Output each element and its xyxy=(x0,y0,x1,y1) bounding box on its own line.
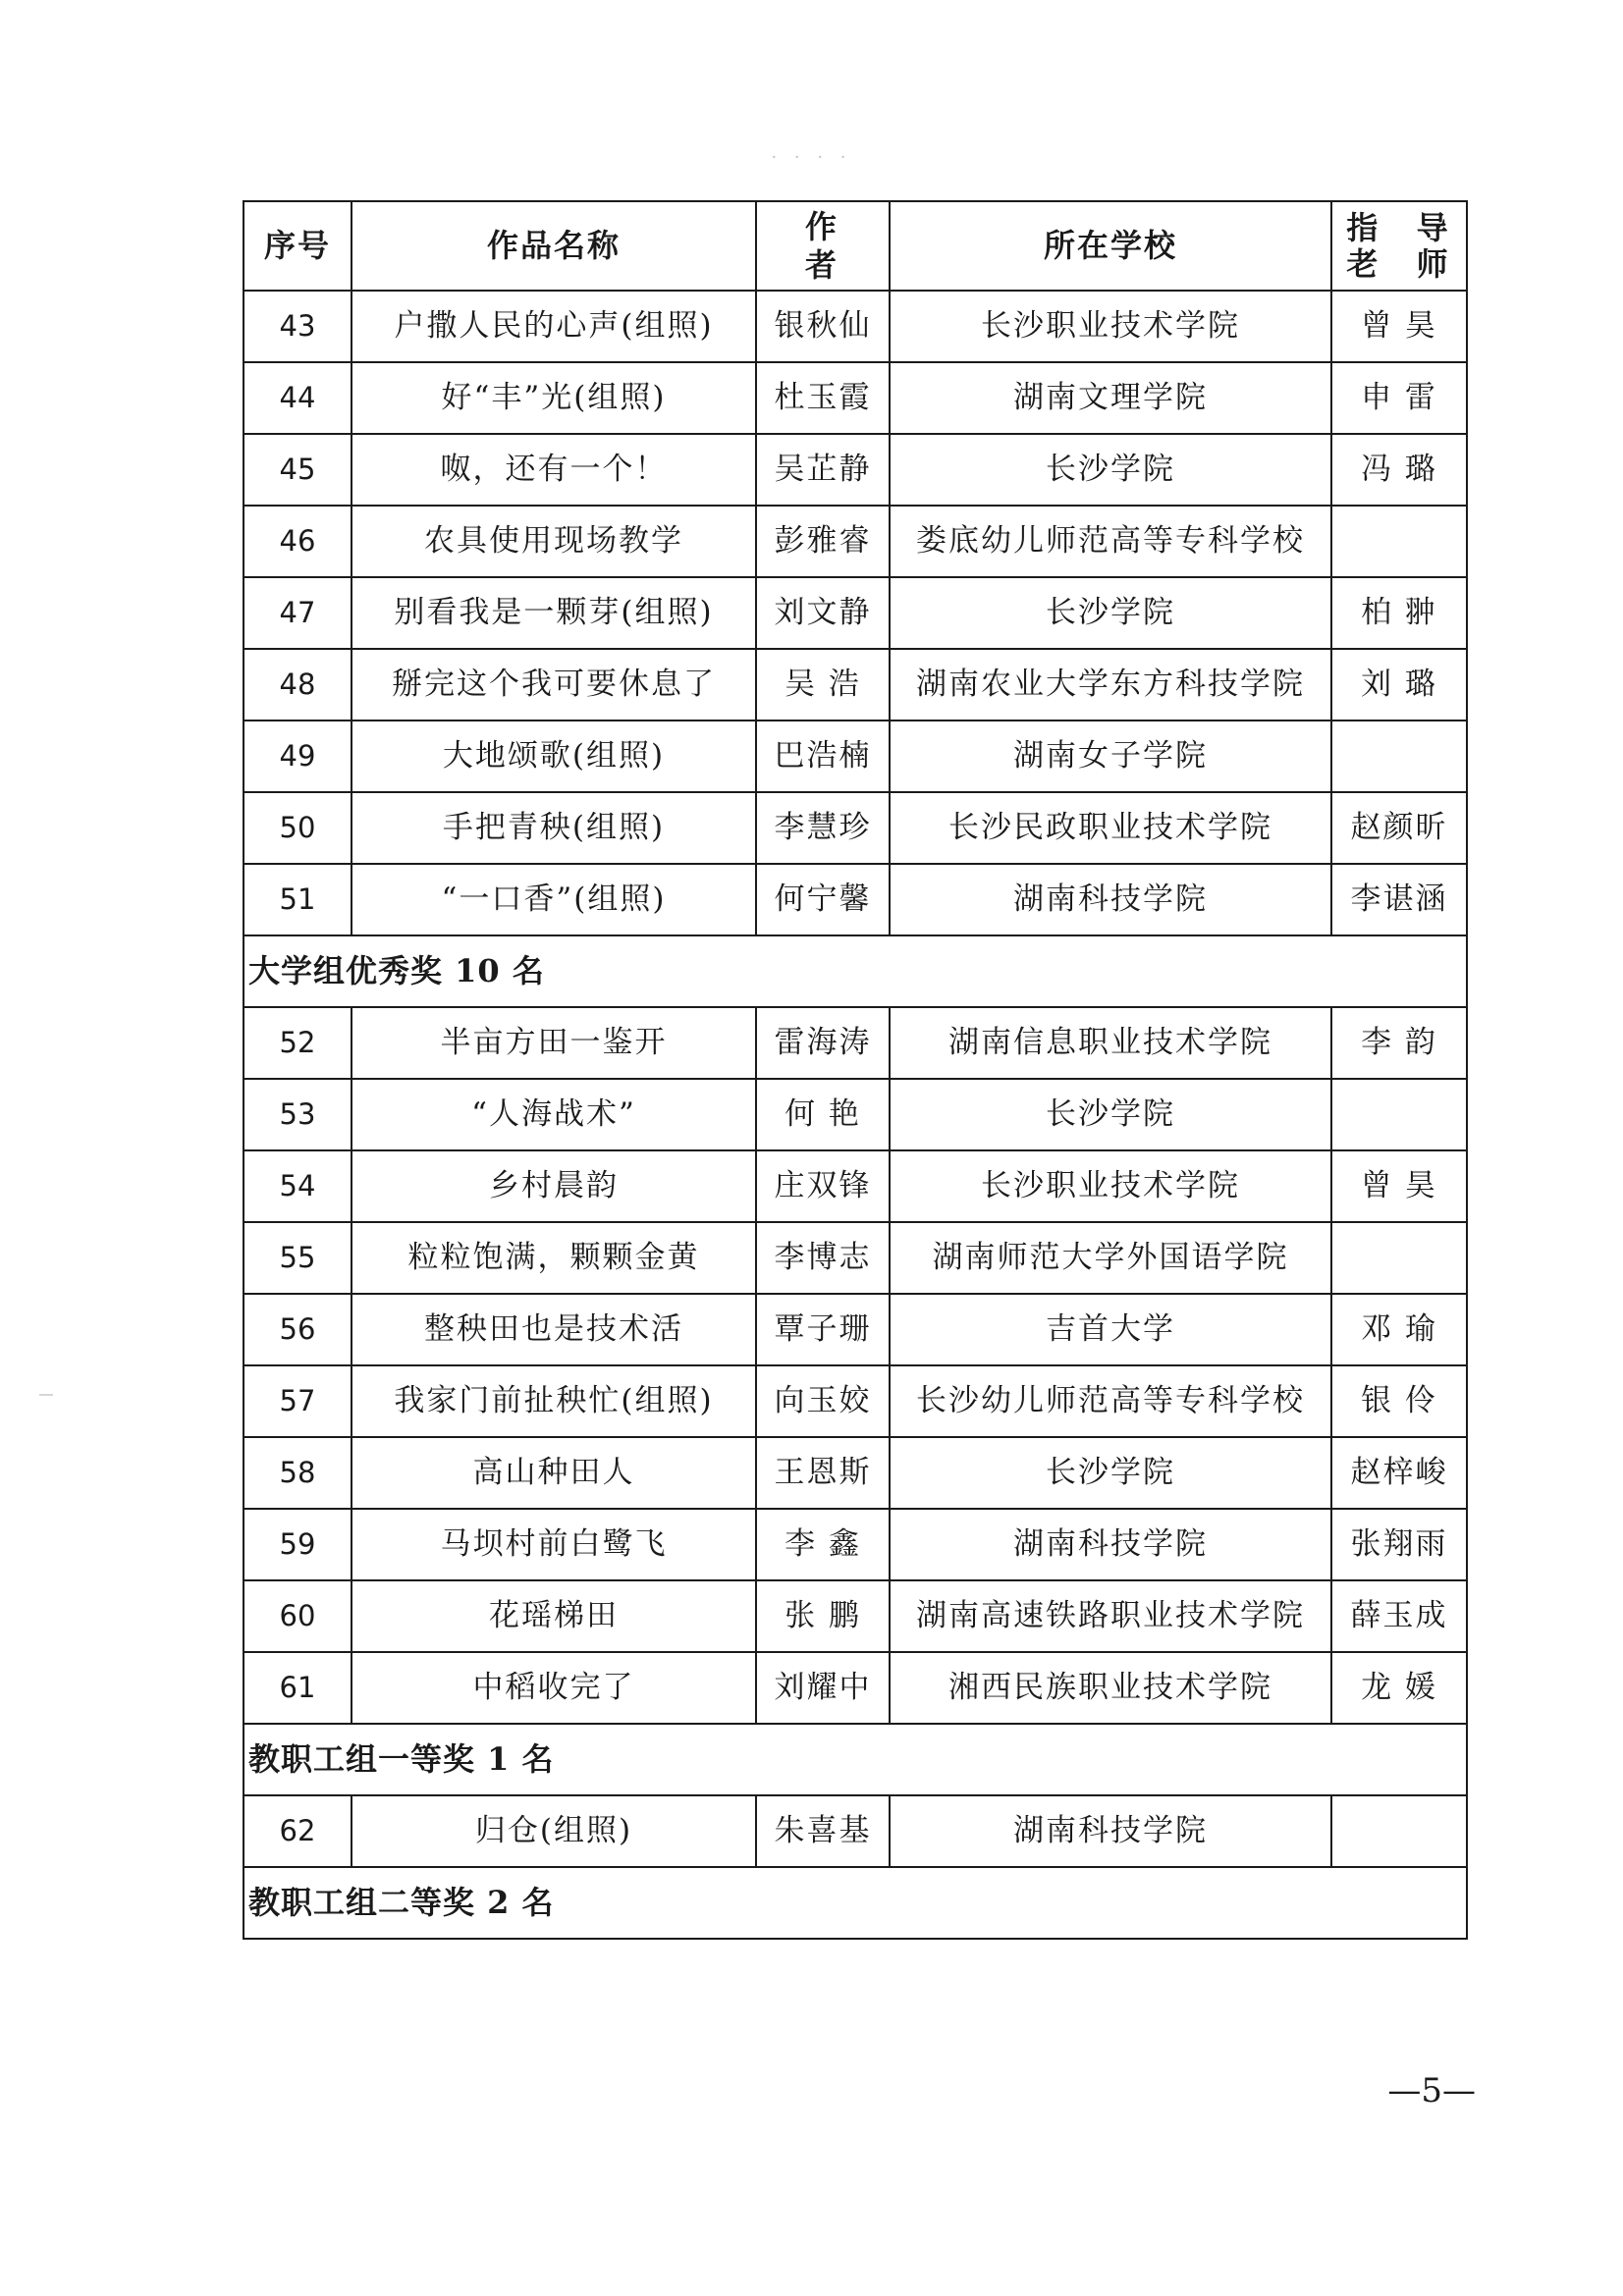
header-row xyxy=(243,201,1467,291)
cell-advisor: 龙 媛 xyxy=(1331,1652,1467,1724)
cell-advisor: 曾 昊 xyxy=(1331,291,1467,362)
cell-advisor: 申 雷 xyxy=(1331,362,1467,434)
cell-author: 何宁馨 xyxy=(756,864,890,935)
cell-number: 51 xyxy=(243,864,352,935)
cell-number: 62 xyxy=(243,1795,352,1867)
cell-number: 56 xyxy=(243,1294,352,1365)
cell-title: 整秧田也是技术活 xyxy=(352,1294,756,1365)
header-author: 作 者 xyxy=(756,201,890,291)
cell-author: 刘耀中 xyxy=(756,1652,890,1724)
cell-number: 60 xyxy=(243,1580,352,1652)
cell-author: 朱喜基 xyxy=(756,1795,890,1867)
cell-author: 银秋仙 xyxy=(756,291,890,362)
table-row xyxy=(243,1079,1467,1150)
cell-author: 杜玉霞 xyxy=(756,362,890,434)
cell-number: 46 xyxy=(243,506,352,577)
cell-advisor xyxy=(1331,721,1467,792)
cell-advisor: 薛玉成 xyxy=(1331,1580,1467,1652)
table-row xyxy=(243,1150,1467,1222)
table-row xyxy=(243,577,1467,649)
cell-title: 我家门前扯秧忙(组照) xyxy=(352,1365,756,1437)
header-number: 序号 xyxy=(243,201,352,291)
cell-advisor: 李谌涵 xyxy=(1331,864,1467,935)
cell-number: 55 xyxy=(243,1222,352,1294)
cell-school: 湖南科技学院 xyxy=(890,1795,1331,1867)
cell-number: 50 xyxy=(243,792,352,864)
cell-title: 半亩方田一鉴开 xyxy=(352,1007,756,1079)
cell-author: 李慧珍 xyxy=(756,792,890,864)
cell-number: 49 xyxy=(243,721,352,792)
table-row xyxy=(243,1222,1467,1294)
cell-advisor: 银 伶 xyxy=(1331,1365,1467,1437)
cell-school: 长沙幼儿师范高等专科学校 xyxy=(890,1365,1331,1437)
cell-school: 湖南科技学院 xyxy=(890,1509,1331,1580)
cell-title: 户撒人民的心声(组照) xyxy=(352,291,756,362)
cell-advisor xyxy=(1331,1795,1467,1867)
cell-school: 长沙学院 xyxy=(890,1079,1331,1150)
cell-number: 53 xyxy=(243,1079,352,1150)
cell-title: 手把青秧(组照) xyxy=(352,792,756,864)
section-heading: 教职工组二等奖 2 名 xyxy=(243,1867,1467,1939)
cell-number: 44 xyxy=(243,362,352,434)
awards-table xyxy=(243,200,1468,1940)
cell-number: 48 xyxy=(243,649,352,721)
cell-school: 长沙学院 xyxy=(890,1437,1331,1509)
cell-advisor xyxy=(1331,1079,1467,1150)
section-heading-row xyxy=(243,1724,1467,1795)
header-school: 所在学校 xyxy=(890,201,1331,291)
cell-number: 52 xyxy=(243,1007,352,1079)
cell-number: 57 xyxy=(243,1365,352,1437)
scan-mark xyxy=(39,1394,53,1396)
table-row xyxy=(243,291,1467,362)
cell-advisor: 柏 翀 xyxy=(1331,577,1467,649)
cell-school: 湖南农业大学东方科技学院 xyxy=(890,649,1331,721)
cell-title: 呶，还有一个！ xyxy=(352,434,756,506)
cell-number: 58 xyxy=(243,1437,352,1509)
section-heading: 教职工组一等奖 1 名 xyxy=(243,1724,1467,1795)
cell-advisor: 赵颜昕 xyxy=(1331,792,1467,864)
cell-title: “一口香”(组照) xyxy=(352,864,756,935)
table-row xyxy=(243,434,1467,506)
section-heading-row xyxy=(243,1867,1467,1939)
cell-title: 马坝村前白鹭飞 xyxy=(352,1509,756,1580)
cell-school: 长沙学院 xyxy=(890,577,1331,649)
cell-advisor: 邓 瑜 xyxy=(1331,1294,1467,1365)
cell-advisor: 张翔雨 xyxy=(1331,1509,1467,1580)
table-row xyxy=(243,1795,1467,1867)
table-row xyxy=(243,1007,1467,1079)
cell-school: 湘西民族职业技术学院 xyxy=(890,1652,1331,1724)
cell-number: 54 xyxy=(243,1150,352,1222)
table-row xyxy=(243,649,1467,721)
cell-title: 花瑶梯田 xyxy=(352,1580,756,1652)
cell-school: 湖南文理学院 xyxy=(890,362,1331,434)
table-row xyxy=(243,1509,1467,1580)
cell-author: 雷海涛 xyxy=(756,1007,890,1079)
table-header xyxy=(243,201,1467,291)
table-row xyxy=(243,792,1467,864)
cell-author: 吴芷静 xyxy=(756,434,890,506)
cell-author: 李博志 xyxy=(756,1222,890,1294)
cell-author: 张 鹏 xyxy=(756,1580,890,1652)
cell-number: 45 xyxy=(243,434,352,506)
cell-title: 好“丰”光(组照) xyxy=(352,362,756,434)
cell-title: 归仓(组照) xyxy=(352,1795,756,1867)
cell-author: 庄双锋 xyxy=(756,1150,890,1222)
section-heading: 大学组优秀奖 10 名 xyxy=(243,935,1467,1007)
cell-title: 中稻收完了 xyxy=(352,1652,756,1724)
cell-school: 娄底幼儿师范高等专科学校 xyxy=(890,506,1331,577)
cell-advisor: 曾 昊 xyxy=(1331,1150,1467,1222)
faint-header: · · · · xyxy=(771,147,852,168)
cell-school: 长沙学院 xyxy=(890,434,1331,506)
cell-title: 掰完这个我可要休息了 xyxy=(352,649,756,721)
cell-title: “人海战术” xyxy=(352,1079,756,1150)
cell-school: 湖南女子学院 xyxy=(890,721,1331,792)
cell-number: 43 xyxy=(243,291,352,362)
cell-number: 59 xyxy=(243,1509,352,1580)
table-row xyxy=(243,864,1467,935)
table-row xyxy=(243,506,1467,577)
cell-number: 47 xyxy=(243,577,352,649)
cell-school: 长沙民政职业技术学院 xyxy=(890,792,1331,864)
cell-advisor: 刘 璐 xyxy=(1331,649,1467,721)
table-row xyxy=(243,362,1467,434)
header-advisor: 指 导 老 师 xyxy=(1331,201,1467,291)
table-body xyxy=(243,291,1467,1939)
cell-author: 彭雅睿 xyxy=(756,506,890,577)
cell-author: 王恩斯 xyxy=(756,1437,890,1509)
cell-author: 吴 浩 xyxy=(756,649,890,721)
cell-author: 巴浩楠 xyxy=(756,721,890,792)
cell-advisor: 冯 璐 xyxy=(1331,434,1467,506)
table-row xyxy=(243,1437,1467,1509)
table-row xyxy=(243,1652,1467,1724)
cell-school: 湖南科技学院 xyxy=(890,864,1331,935)
page-number: —5— xyxy=(1387,2071,1476,2110)
table-row xyxy=(243,1580,1467,1652)
cell-school: 吉首大学 xyxy=(890,1294,1331,1365)
cell-advisor xyxy=(1331,506,1467,577)
cell-author: 李 鑫 xyxy=(756,1509,890,1580)
cell-school: 长沙职业技术学院 xyxy=(890,1150,1331,1222)
cell-school: 湖南师范大学外国语学院 xyxy=(890,1222,1331,1294)
cell-title: 粒粒饱满，颗颗金黄 xyxy=(352,1222,756,1294)
table-row xyxy=(243,1294,1467,1365)
cell-advisor xyxy=(1331,1222,1467,1294)
cell-author: 向玉姣 xyxy=(756,1365,890,1437)
cell-title: 别看我是一颗芽(组照) xyxy=(352,577,756,649)
cell-school: 湖南信息职业技术学院 xyxy=(890,1007,1331,1079)
cell-advisor: 赵梓峻 xyxy=(1331,1437,1467,1509)
cell-title: 大地颂歌(组照) xyxy=(352,721,756,792)
cell-author: 何 艳 xyxy=(756,1079,890,1150)
cell-title: 高山种田人 xyxy=(352,1437,756,1509)
header-title: 作品名称 xyxy=(352,201,756,291)
cell-advisor: 李 韵 xyxy=(1331,1007,1467,1079)
table-row xyxy=(243,1365,1467,1437)
cell-author: 覃子珊 xyxy=(756,1294,890,1365)
cell-school: 湖南高速铁路职业技术学院 xyxy=(890,1580,1331,1652)
table-row xyxy=(243,721,1467,792)
section-heading-row xyxy=(243,935,1467,1007)
cell-title: 农具使用现场教学 xyxy=(352,506,756,577)
cell-number: 61 xyxy=(243,1652,352,1724)
cell-school: 长沙职业技术学院 xyxy=(890,291,1331,362)
cell-title: 乡村晨韵 xyxy=(352,1150,756,1222)
cell-author: 刘文静 xyxy=(756,577,890,649)
